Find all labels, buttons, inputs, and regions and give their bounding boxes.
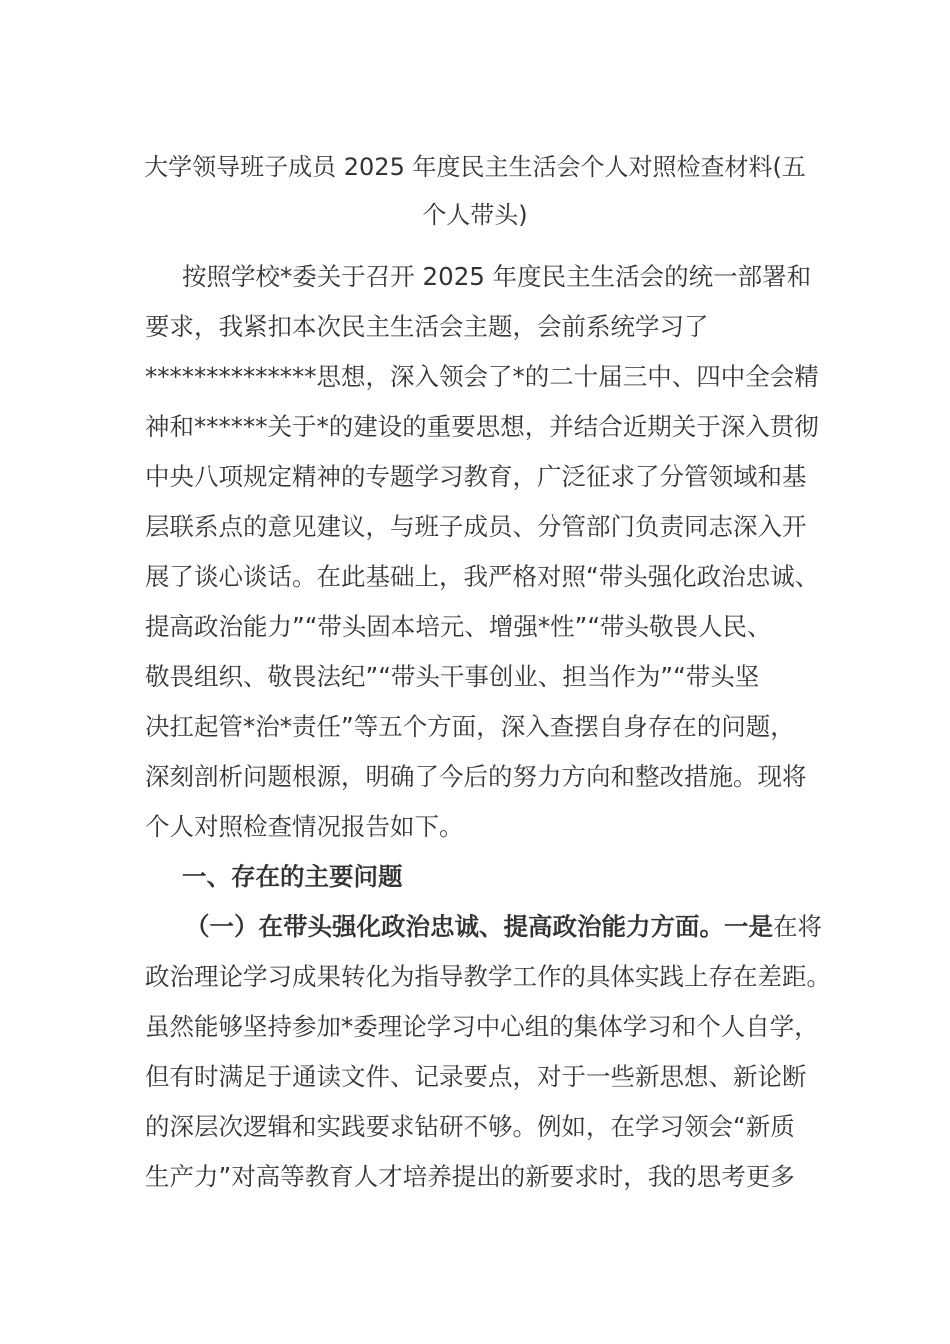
- intro-line: 敬畏组织、敬畏法纪”“带头干事创业、担当作为”“带头坚: [145, 662, 760, 691]
- intro-line: 个人对照检查情况报告如下。: [145, 812, 464, 841]
- subsection-line: 生产力”对高等教育人才培养提出的新要求时，我的思考更多: [145, 1162, 795, 1191]
- intro-line: 决扛起管*治*责任”等五个方面，深入查摆自身存在的问题，: [145, 712, 795, 741]
- subsection-paragraph: [145, 902, 831, 1202]
- document-body: [145, 252, 831, 1202]
- subsection-line: 政治理论学习成果转化为指导教学工作的具体实践上存在差距。: [145, 962, 831, 991]
- intro-line: 按照学校*委关于召开 2025 年度民主生活会的统一部署和: [182, 262, 812, 291]
- section-heading: 一、存在的主要问题: [182, 862, 403, 891]
- subsection-bold-lead: （一）在带头强化政治忠诚、提高政治能力方面。一是: [185, 912, 773, 941]
- intro-line: 深刻剖析问题根源，明确了今后的努力方向和整改措施。现将: [145, 762, 807, 791]
- intro-line: 要求，我紧扣本次民主生活会主题，会前系统学习了: [145, 312, 709, 341]
- document-title-line-1: 大学领导班子成员 2025 年度民主生活会个人对照检查材料(五: [144, 153, 806, 181]
- subsection-first-line-rest: 在将: [773, 912, 822, 941]
- intro-line: 中央八项规定精神的专题学习教育，广泛征求了分管领域和基: [145, 462, 807, 491]
- subsection-line: 虽然能够坚持参加*委理论学习中心组的集体学习和个人自学，: [145, 1012, 819, 1041]
- intro-line: 层联系点的意见建议，与班子成员、分管部门负责同志深入开: [145, 512, 807, 541]
- intro-line: 展了谈心谈话。在此基础上，我严格对照“带头强化政治忠诚、: [145, 562, 820, 591]
- subsection-first-line: [145, 902, 825, 952]
- subsection-line: 但有时满足于通读文件、记录要点，对于一些新思想、新论断: [145, 1062, 807, 1091]
- subsection-line: 的深层次逻辑和实践要求钻研不够。例如，在学习领会“新质: [145, 1112, 795, 1141]
- document-title-line-2: 个人带头): [422, 201, 528, 229]
- intro-line: **************思想，深入领会了*的二十届三中、四中全会精: [145, 362, 819, 391]
- intro-line: 神和******关于*的建设的重要思想，并结合近期关于深入贯彻: [145, 412, 819, 441]
- intro-line: 提高政治能力”“带头固本培元、增强*性”“带头敬畏人民、: [145, 612, 772, 641]
- intro-paragraph: [145, 252, 825, 852]
